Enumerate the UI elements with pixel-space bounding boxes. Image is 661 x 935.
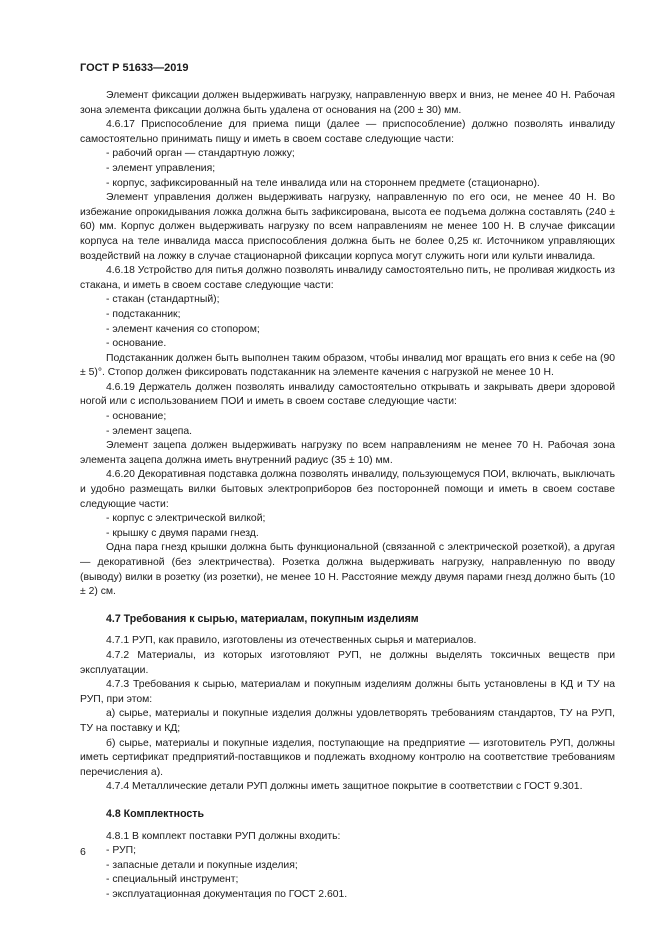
paragraph: 4.6.19 Держатель должен позволять инвалиду самостоятельно открывать и закрывать двери здоровой ногой или с использованием ПОИ и иметь в своем составе следующие части: [80,381,615,408]
paragraph: Одна пара гнезд крышки должна быть функциональной (связанной с электрической розеткой), а другая — декоративной (без электричества). Розетка должна выдерживать нагрузку, направленную по вводу (выводу) вилки в розетку (из розетки), не менее 10 Н. Расстояние между двумя парами гнезд должно быть (10 ± 2) см. [80,542,615,598]
list-item: - элемент зацепа. [106,425,193,437]
list-item: - подстаканник; [106,308,181,320]
paragraph: 4.8.1 В комплект поставки РУП должны входить: [106,830,341,842]
paragraph: 4.6.18 Устройство для питья должно позволять инвалиду самостоятельно пить, не проливая жидкость из стакана, и иметь в своем составе следующие части: [80,265,615,291]
list-item: - запасные детали и покупные изделия; [106,859,298,871]
list-item: - элемент качения со стопором; [106,323,260,335]
paragraph: б) сырье, материалы и покупные изделия, поступающие на предприятие — изготовитель РУП, должны иметь сертификат предприятий-поставщиков и подлежать входному контролю на соответствие требованиям перечисления а). [80,737,615,778]
list-item: - специальный инструмент; [106,874,239,886]
document-body [80,89,615,902]
list-item: - корпус с электрической вилкой; [106,513,266,525]
list-item: - крышку с двумя парами гнезд. [106,527,259,539]
list-item: - элемент управления; [106,162,216,174]
document-header: ГОСТ Р 51633—2019 [80,62,189,74]
list-item: - корпус, зафиксированный на теле инвалида или на стороннем предмете (стационарно). [106,177,540,189]
paragraph: Элемент управления должен выдерживать нагрузку, направленную по его оси, не менее 40 Н. Во избежание опрокидывания ложка должна быть зафиксирована, высота ее подъема должна составлять (240 ± 60) мм. Корпус должен выдерживать нагрузку по всем направлениям не менее 100 Н. В случае фиксации корпуса на теле инвалида масса приспособления должна быть не более 0,25 кг. Источником управляющих воздействий на ложку в случае стационарной фиксации корпуса могут служить ноги или культи инвалида. [80,192,615,262]
list-item: - стакан (стандартный); [106,294,220,306]
list-item: - основание; [106,411,167,423]
list-item: - основание. [106,338,167,350]
paragraph: 4.6.17 Приспособление для приема пищи (далее — приспособление) должно позволять инвалиду самостоятельно принимать пищу и иметь в своем составе следующие части: [80,119,615,145]
paragraph: 4.7.3 Требования к сырью, материалам и покупным изделиям должны быть установлены в КД и ТУ на РУП, при этом: [80,679,615,705]
paragraph: 4.7.2 Материалы, из которых изготовляют РУП, не должны выделять токсичных веществ при эксплуатации. [80,649,615,676]
list-item: - эксплуатационная документация по ГОСТ 2.601. [106,888,348,900]
paragraph: 4.7.1 РУП, как правило, изготовлены из отечественных сырья и материалов. [106,635,477,647]
section-heading: 4.8 Комплектность [106,807,204,820]
paragraph: Элемент зацепа должен выдерживать нагрузку по всем направлениям не менее 70 Н. Рабочая зона элемента зацепа должна иметь внутренний радиус (35 ± 10) мм. [80,440,615,466]
paragraph: а) сырье, материалы и покупные изделия должны удовлетворять требованиям стандартов, ТУ на РУП, ТУ на поставку и КД; [80,708,615,734]
list-item: - рабочий орган — стандартную ложку; [106,148,295,160]
list-item: - РУП; [106,845,137,857]
paragraph: Подстаканник должен быть выполнен таким образом, чтобы инвалид мог вращать его вниз к себе на (90 ± 5)°. Стопор должен фиксировать подстаканник на элементе качения с нагрузкой не менее 10 Н. [80,352,615,379]
paragraph: 4.6.20 Декоративная подставка должна позволять инвалиду, пользующемуся ПОИ, включать, выключать и удобно размещать вилки бытовых электроприборов без посторонней помощи и иметь в своем составе следующие части: [80,469,615,510]
paragraph: 4.7.4 Металлические детали РУП должны иметь защитное покрытие в соответствии с ГОСТ 9.301. [106,781,583,793]
section-heading: 4.7 Требования к сырью, материалам, покупным изделиям [106,612,419,625]
page-number: 6 [80,846,86,858]
paragraph: Элемент фиксации должен выдерживать нагрузку, направленную вверх и вниз, не менее 40 Н. Рабочая зона элемента фиксации должна быть удалена от основания на (200 ± 30) мм. [80,90,615,116]
